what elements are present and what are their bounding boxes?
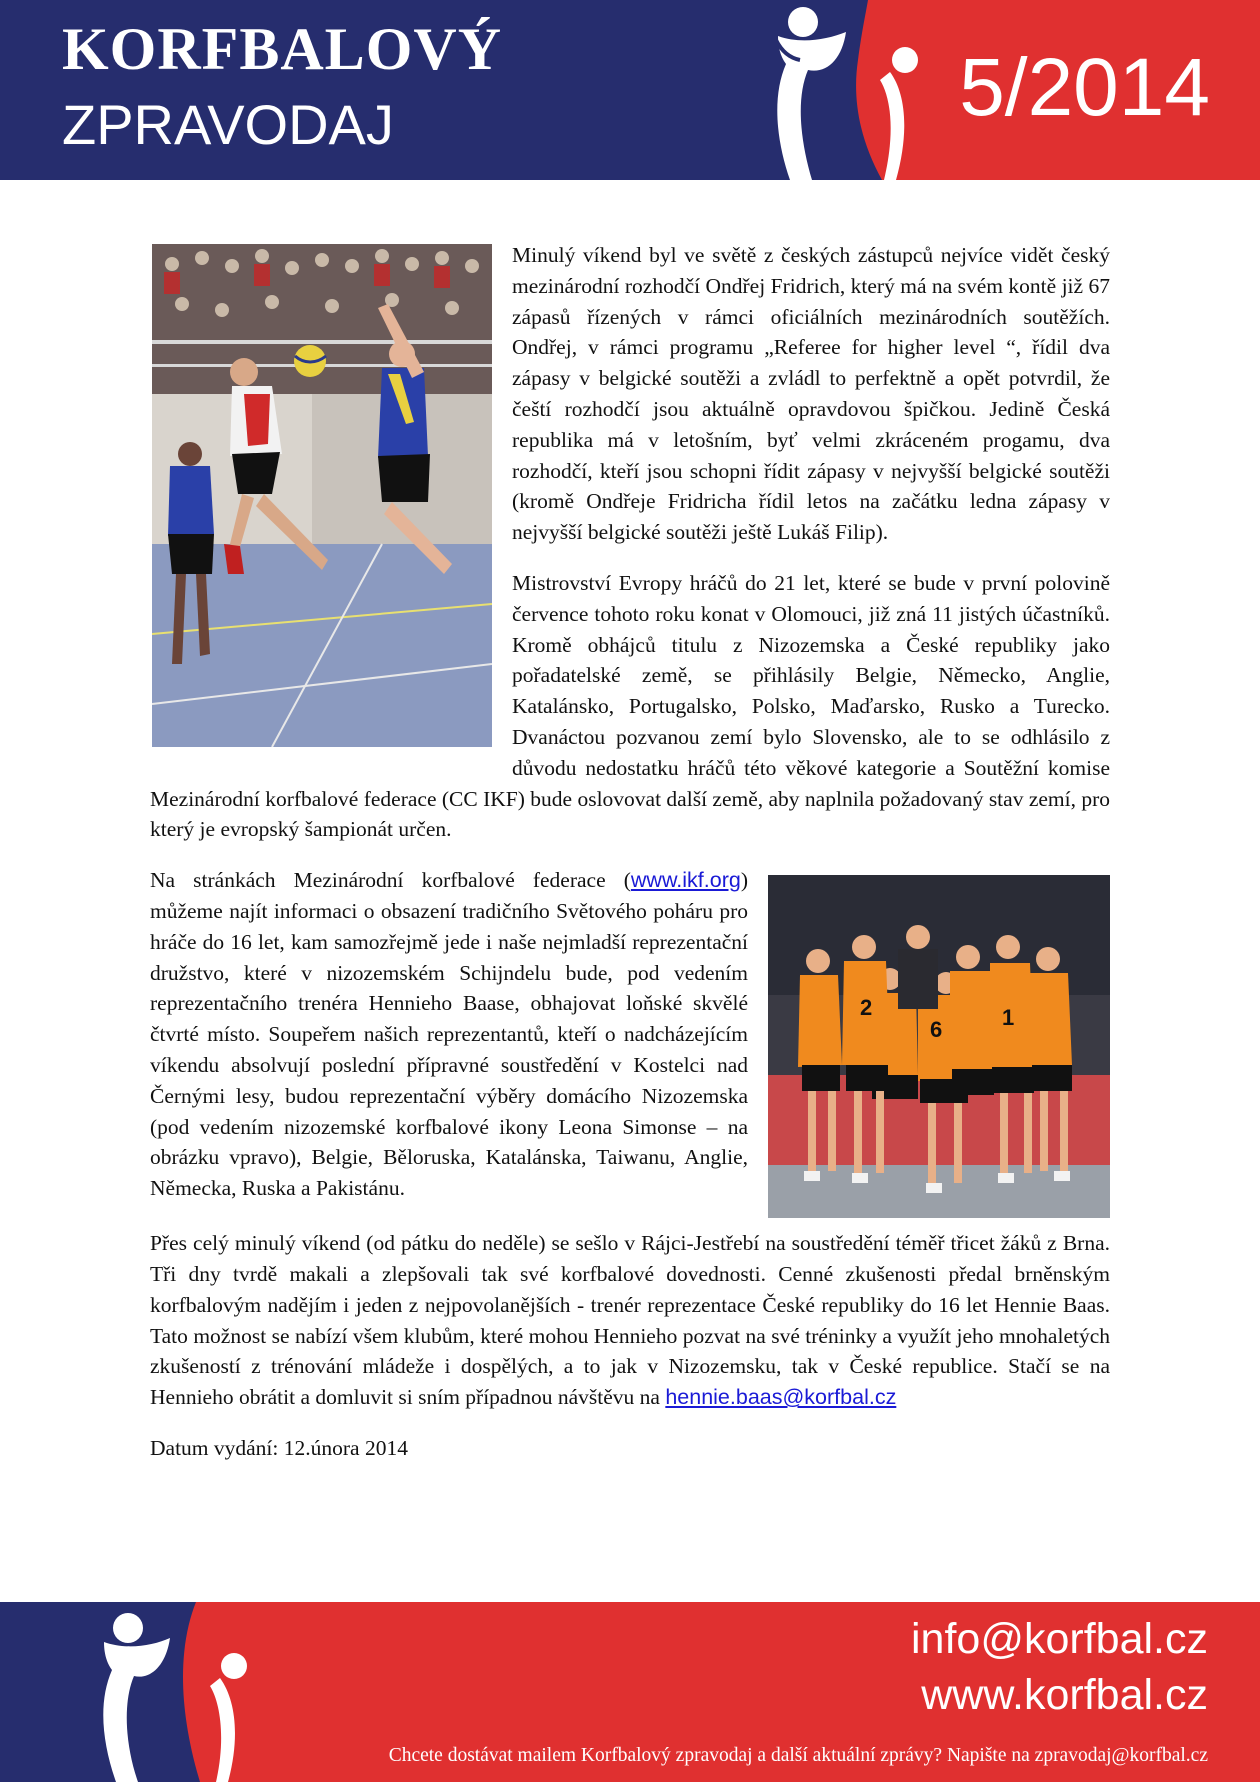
svg-text:6: 6 [930, 1017, 943, 1043]
header-banner [0, 0, 1260, 180]
footer-website[interactable]: www.korfbal.cz [921, 1671, 1208, 1719]
paragraph-world-cup-u16-text-start: Na stránkách Mezinárodní korfbalové federace ( [150, 868, 631, 893]
svg-text:2: 2 [860, 995, 873, 1021]
newsletter-title-line1: KORFBALOVÝ [62, 16, 503, 82]
paragraph-u21-championship: Mistrovství Evropy hráčů do 21 let, které se bude v první polovině července tohoto roku konat v Olomouci, již zná 11 jistých účastníků. Kromě obhájců titulu z Nizozemska a České republiky jako pořadatelské země, se přihlásily Belgie, Německo, Anglie, Katalánsko, Portugalsko, Polsko, Maďarsko, Rusko a Turecko. Dvanáctou pozvanou zemí bylo Slovensko, ale to se odhlásilo z důvodu nedostatku hráčů této věkové kategorie a Soutěžní komise Mezinárodní korfbalové federace (CC IKF) bude oslovovat další země, aby naplnila požadovaný stav zemí, pro který je evropský šampionát určen. [150, 570, 1111, 842]
paragraph-training-camp-text: Přes celý minulý víkend (od pátku do neděle) se sešlo v Rájci-Jestřebí na soustředění téměř třicet žáků z Brna. Tři dny tvrdě makali a zlepšovali tak své korfbalové dovednosti. Cenné zkušenosti předal brněnským korfbalovým nadějím i jeden z nejpovolanějších - trenér reprezentace České republiky do 16 let Hennie Baas. Tato možnost se nabízí všem klubům, které mohou Hennieho pozvat na své tréninky a využít jeho mnohaletých zkušeností z trénování mládeže i dospělých, a to jak v Nizozemsku, tak v České republice. Stačí se na Hennieho obrátit a domluvit si sním případnou návštěvu na [150, 1231, 1110, 1410]
issue-number: 5/2014 [959, 42, 1210, 133]
issue-date: Datum vydání: 12.února 2014 [150, 1435, 408, 1460]
netherlands-team-huddle-photo [768, 875, 1110, 1218]
hennie-baas-email-link[interactable]: hennie.baas@korfbal.cz [665, 1385, 897, 1410]
paragraph-referee: Minulý víkend byl ve světě z českých zástupců nejvíce vidět český mezinárodní rozhodčí Ondřej Fridrich, který má na svém kontě již 67 zápasů řízených v rámci oficiálních mezinárodních soutěžích. Ondřej, v rámci programu „Referee for higher level “, řídil dva zápasy v belgické soutěži a zvládl to perfektně a opět potvrdil, že čeští rozhodčí jsou aktuálně opravdovou špičkou. Jedině Česká republika má v letošním, byť velmi zkráceném progamu, dva rozhodčí, kteří jsou schopni řídit zápasy v nejvyšší belgické soutěži (kromě Ondřeje Fridricha řídil letos na začátku ledna zápasy v nejvyšší belgické soutěži ještě Lukáš Filip). [512, 243, 1110, 545]
newsletter-title-line2: ZPRAVODAJ [62, 93, 394, 156]
footer-banner [0, 1602, 1260, 1782]
ikf-website-link[interactable]: www.ikf.org [630, 868, 741, 893]
korfball-match-photo [152, 244, 492, 747]
footer-subscription-note: Chcete dostávat mailem Korfbalový zpravodaj a další aktuální zprávy? Napište na zpravodaj@korfbal.cz [388, 1745, 1208, 1766]
paragraph-world-cup-u16-text-end: ) můžeme najít informaci o obsazení tradičního Světového poháru pro hráče do 16 let, kam samozřejmě jede i naše nejmladší reprezentační družstvo, které v nizozemském Schijndelu bude, pod vedením reprezentačního trenéra Hennieho Baase, obhajovat loňské skvělé čtvrté místo. Soupeřem našich reprezentantů, kteří o nadcházejícím víkendu absolvují poslední přípravné soustředění v Kostelci nad Černými lesy, budou reprezentační výběry domácího Nizozemska (pod vedením nizozemské korfbalové ikony Leona Simonse – na obrázku vpravo), Belgie, Běloruska, Katalánska, Taiwanu, Anglie, Německa, Ruska a Pakistánu. [150, 868, 748, 1201]
footer-email[interactable]: info@korfbal.cz [911, 1615, 1208, 1663]
paragraph-training-camp [150, 1228, 1110, 1413]
svg-text:1: 1 [1002, 1005, 1015, 1031]
article-body [150, 240, 1110, 1484]
